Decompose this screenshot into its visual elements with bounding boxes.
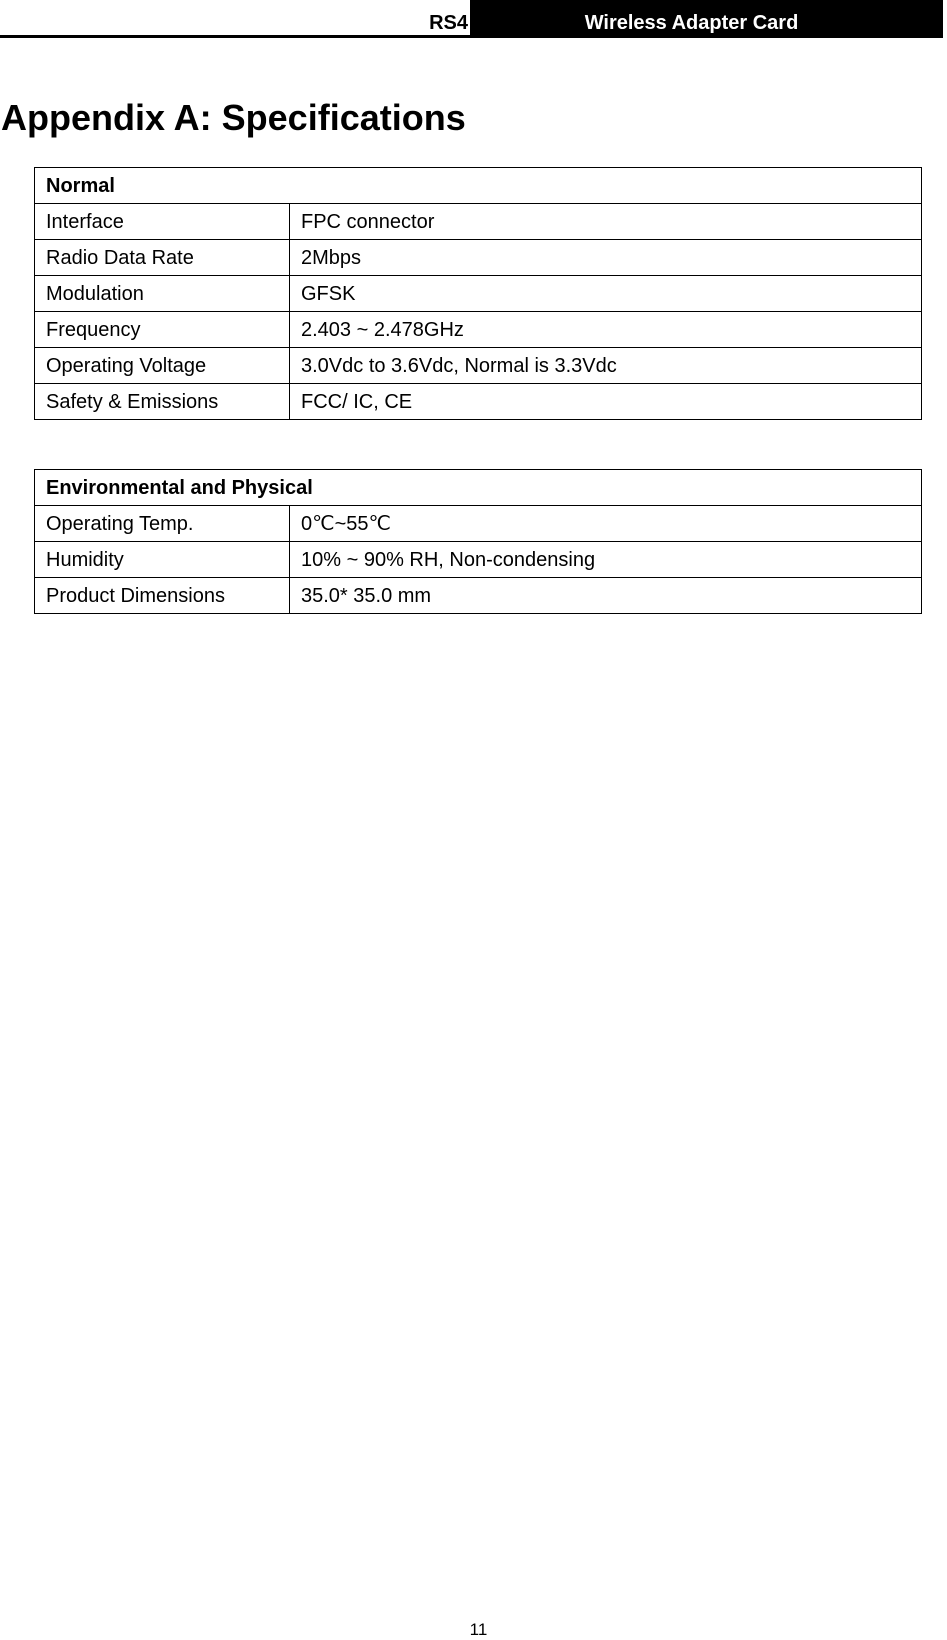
spec-value: 2.403 ~ 2.478GHz — [290, 312, 922, 348]
spec-label: Product Dimensions — [35, 578, 290, 614]
header-title: Wireless Adapter Card — [584, 12, 799, 34]
spec-value: 10% ~ 90% RH, Non-condensing — [290, 542, 922, 578]
page-number: 11 — [469, 1620, 488, 1639]
page-title: Appendix A: Specifications — [1, 97, 466, 138]
table-row — [35, 312, 922, 348]
spec-value: 3.0Vdc to 3.6Vdc, Normal is 3.3Vdc — [290, 348, 922, 384]
section-heading: Environmental and Physical — [35, 470, 922, 506]
table-row — [35, 204, 922, 240]
table-row — [35, 384, 922, 420]
spec-label: Humidity — [35, 542, 290, 578]
spec-label: Frequency — [35, 312, 290, 348]
spec-value: 2Mbps — [290, 240, 922, 276]
table-row — [35, 348, 922, 384]
table-row — [35, 240, 922, 276]
normal-specs-table — [34, 167, 922, 420]
spec-label: Modulation — [35, 276, 290, 312]
spec-label: Safety & Emissions — [35, 384, 290, 420]
table-section-row — [35, 470, 922, 506]
spec-value: 0℃~55℃ — [290, 506, 922, 542]
spec-value: FPC connector — [290, 204, 922, 240]
spec-label: Radio Data Rate — [35, 240, 290, 276]
spec-label: Interface — [35, 204, 290, 240]
spec-label: Operating Voltage — [35, 348, 290, 384]
spec-value: FCC/ IC, CE — [290, 384, 922, 420]
header-model-name: RS4 — [429, 12, 468, 34]
spec-label: Operating Temp. — [35, 506, 290, 542]
table-section-row — [35, 168, 922, 204]
table-row — [35, 578, 922, 614]
environmental-specs-table — [34, 469, 922, 614]
table-row — [35, 542, 922, 578]
table-row — [35, 506, 922, 542]
header-rule — [0, 35, 943, 38]
spec-value: 35.0* 35.0 mm — [290, 578, 922, 614]
page-header — [0, 0, 947, 39]
header-title-box — [470, 0, 943, 38]
table-row — [35, 276, 922, 312]
spec-value: GFSK — [290, 276, 922, 312]
section-heading: Normal — [35, 168, 922, 204]
